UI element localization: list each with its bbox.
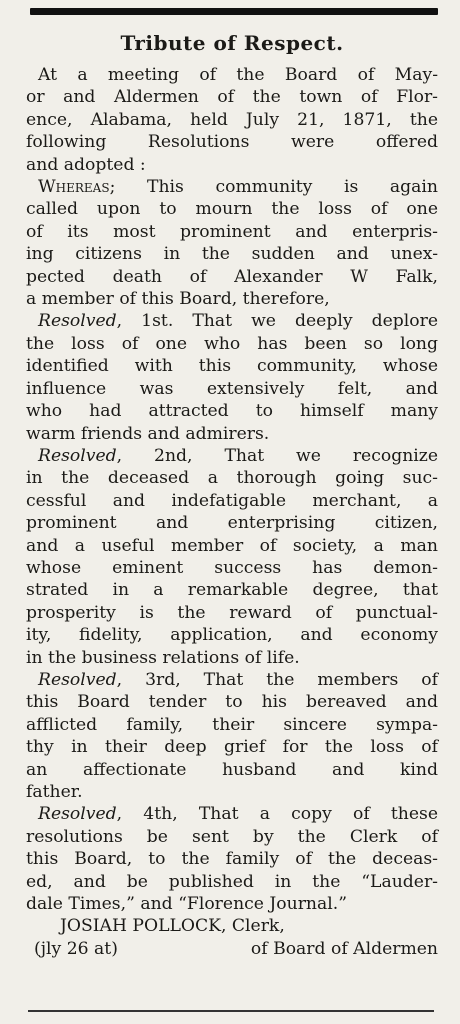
text-line: the loss of one who has been so long: [26, 333, 438, 354]
text-line: or and Aldermen of the town of Flor-: [26, 87, 438, 108]
article-title: Tribute of Respect.: [120, 31, 344, 55]
text-line: and adopted :: [26, 154, 146, 175]
whereas-lead: Whereas: [38, 177, 110, 198]
text-line: warm friends and admirers.: [26, 423, 270, 444]
text-fragment: ; This community is again: [109, 177, 438, 198]
text-line: [26, 176, 438, 198]
text-line: this Board tender to his bereaved and: [26, 692, 438, 713]
resolved-lead: Resolved: [38, 804, 117, 825]
text-line: cessful and indefatigable merchant, a: [26, 490, 438, 511]
intro-paragraph: [26, 64, 438, 176]
resolved-lead: Resolved: [38, 669, 117, 690]
text-line: a member of this Board, therefore,: [26, 289, 330, 310]
bottom-rule: [28, 1010, 434, 1012]
text-line: this Board, to the family of the deceas-: [26, 849, 438, 870]
text-line: [26, 310, 438, 332]
signature-office: of Board of Aldermen: [250, 938, 438, 959]
resolved-4-paragraph: [26, 803, 438, 915]
text-line: in the deceased a thorough going suc-: [26, 468, 438, 489]
publication-date: (jly 26 at): [34, 938, 118, 959]
text-fragment: , 1st. That we deeply deplore: [116, 311, 438, 332]
text-line: pected death of Alexander W Falk,: [26, 266, 438, 287]
signature-block: [26, 915, 438, 960]
text-line: prominent and enterprising citizen,: [26, 513, 438, 534]
article: [26, 30, 438, 960]
text-line: strated in a remarkable degree, that: [26, 580, 438, 601]
whereas-paragraph: [26, 176, 438, 310]
text-line: who had attracted to himself many: [26, 401, 438, 422]
resolved-lead: Resolved: [38, 445, 117, 466]
text-line: and a useful member of society, a man: [26, 535, 438, 556]
resolved-3-paragraph: [26, 669, 438, 803]
text-line: dale Times,” and “Florence Journal.”: [26, 894, 347, 915]
text-line: of its most prominent and enterpris-: [26, 221, 438, 242]
text-line: an affectionate husband and kind: [26, 759, 438, 780]
signature-footer: [26, 938, 438, 960]
text-fragment: , 4th, That a copy of these: [116, 804, 438, 825]
text-line: thy in their deep grief for the loss of: [26, 737, 438, 758]
text-line: afflicted family, their sincere sympa-: [26, 714, 438, 735]
resolved-2-paragraph: [26, 445, 438, 669]
text-line: [26, 803, 438, 825]
text-line: ing citizens in the sudden and unex-: [26, 244, 438, 265]
text-line: identified with this community, whose: [26, 356, 438, 377]
text-line: whose eminent success has demon-: [26, 557, 438, 578]
text-line: ity, fidelity, application, and economy: [26, 625, 438, 646]
text-line: in the business relations of life.: [26, 647, 300, 668]
text-line: ed, and be published in the “Lauder-: [26, 871, 438, 892]
text-line: ence, Alabama, held July 21, 1871, the: [26, 109, 438, 130]
signature-name: JOSIAH POLLOCK, Clerk,: [60, 916, 285, 937]
text-line: father.: [26, 782, 83, 802]
text-line: called upon to mourn the loss of one: [26, 199, 438, 220]
text-line: prosperity is the reward of punctual-: [26, 602, 438, 623]
text-line: following Resolutions were offered: [26, 132, 438, 153]
text-line: [26, 669, 438, 691]
text-line: [26, 445, 438, 467]
resolved-lead: Resolved: [38, 311, 117, 332]
top-rule: [30, 8, 438, 15]
text-fragment: , 3rd, That the members of: [116, 669, 438, 690]
text-line: resolutions be sent by the Clerk of: [26, 826, 438, 847]
text-fragment: , 2nd, That we recognize: [116, 445, 438, 466]
text-line: At a meeting of the Board of May-: [38, 65, 438, 85]
text-line: influence was extensively felt, and: [26, 378, 438, 399]
resolved-1-paragraph: [26, 310, 438, 444]
